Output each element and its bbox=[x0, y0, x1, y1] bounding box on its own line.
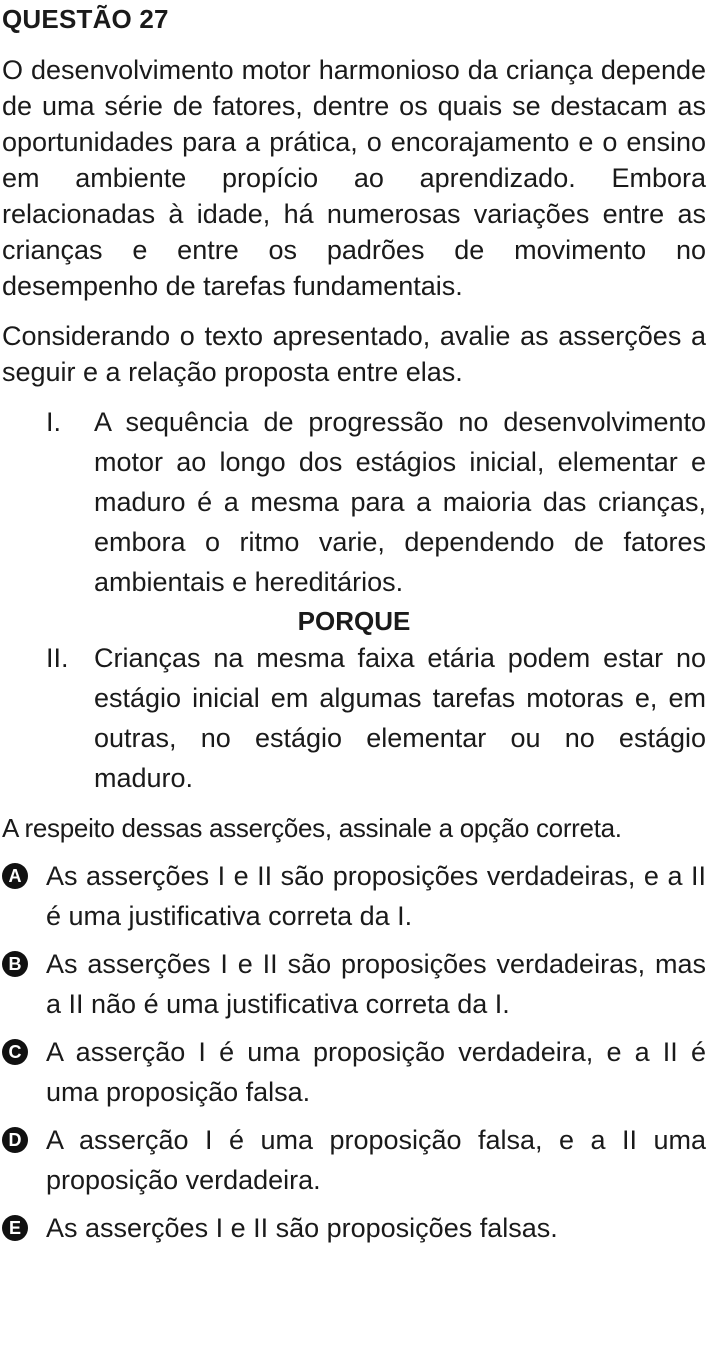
option-e-text: As asserções I e II são proposições falsas. bbox=[46, 1213, 558, 1243]
answer-options bbox=[2, 856, 706, 1248]
connector-label: PORQUE bbox=[297, 606, 411, 636]
assertion-1-text: A sequência de progressão no desenvolvimento motor ao longo dos estágios inicial, elementar e maduro é a mesma para a maioria das crianças, embora o ritmo varie, dependendo de fatores ambientais e hereditários. bbox=[94, 407, 706, 597]
assertion-1 bbox=[46, 402, 706, 602]
option-c-letter-badge: C bbox=[2, 1039, 28, 1065]
option-c[interactable] bbox=[2, 1032, 706, 1112]
instruction-text: A respeito dessas asserções, assinale a opção correta. bbox=[2, 813, 622, 843]
option-c-text: A asserção I é uma proposição verdadeira, e a II é uma proposição falsa. bbox=[46, 1037, 706, 1107]
option-a-text: As asserções I e II são proposições verdadeiras, e a II é uma justificativa correta da I. bbox=[46, 861, 706, 931]
option-d-letter-badge: D bbox=[2, 1127, 28, 1153]
assertion-2-text: Crianças na mesma faixa etária podem estar no estágio inicial em algumas tarefas motoras e, em outras, no estágio elementar ou no estágio maduro. bbox=[94, 643, 706, 793]
option-b[interactable] bbox=[2, 944, 706, 1024]
assertion-2-number: II. bbox=[46, 643, 69, 673]
option-d[interactable] bbox=[2, 1120, 706, 1200]
option-a[interactable] bbox=[2, 856, 706, 936]
question-title: QUESTÃO 27 bbox=[2, 4, 169, 34]
assertion-1-number: I. bbox=[46, 407, 62, 437]
option-d-text: A asserção I é uma proposição falsa, e a II uma proposição verdadeira. bbox=[46, 1125, 706, 1195]
option-b-letter-badge: B bbox=[2, 951, 28, 977]
option-e[interactable] bbox=[2, 1208, 706, 1248]
option-a-letter-badge: A bbox=[2, 863, 28, 889]
option-e-letter-badge: E bbox=[2, 1215, 28, 1241]
prompt-paragraph: Considerando o texto apresentado, avalie as asserções a seguir e a relação proposta entre elas. bbox=[2, 321, 706, 387]
option-b-text: As asserções I e II são proposições verdadeiras, mas a II não é uma justificativa correta da I. bbox=[46, 949, 706, 1019]
assertion-2 bbox=[46, 638, 706, 798]
context-paragraph: O desenvolvimento motor harmonioso da criança depende de uma série de fatores, dentre os quais se destacam as oportunidades para a prática, o encorajamento e o ensino em ambiente propício ao aprendizado. Embora relacionadas à idade, há numerosas variações entre as crianças e entre os padrões de movimento no desempenho de tarefas fundamentais. bbox=[2, 55, 706, 301]
